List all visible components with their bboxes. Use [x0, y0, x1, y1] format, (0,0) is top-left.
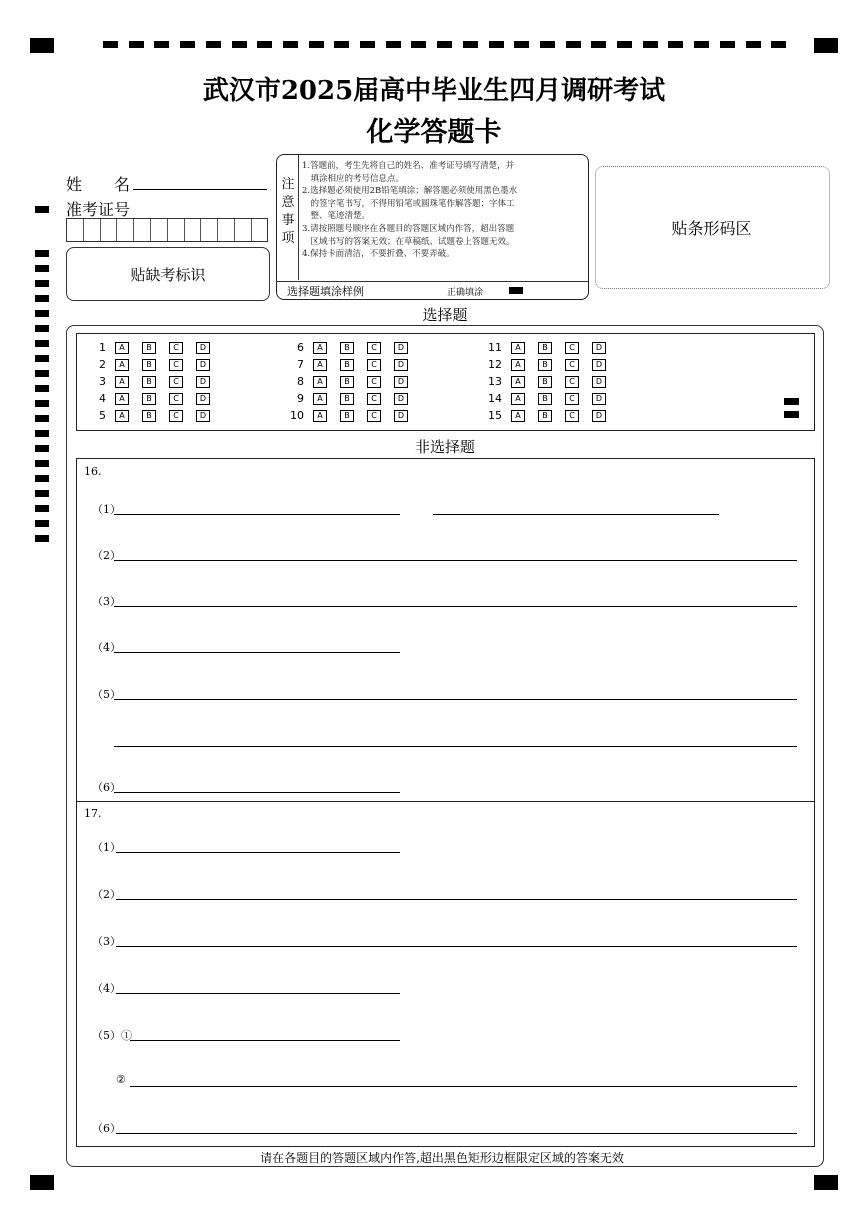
timing-mark [35, 370, 49, 377]
q17-answer-line[interactable] [130, 1040, 400, 1041]
timing-mark [334, 41, 349, 48]
timing-mark [35, 355, 49, 362]
choice-option-bubble[interactable]: B [538, 342, 552, 354]
timing-mark [746, 41, 761, 48]
choice-option-bubble[interactable]: D [394, 359, 408, 371]
choice-mark-1 [784, 398, 799, 405]
choice-option-bubble[interactable]: A [115, 393, 129, 405]
q17-part-label: ② [116, 1073, 126, 1086]
id-digit-cell[interactable] [234, 219, 235, 241]
choice-option-bubble[interactable]: A [511, 359, 525, 371]
timing-mark [180, 41, 195, 48]
barcode-label: 贴条形码区 [671, 219, 752, 238]
timing-mark [360, 41, 375, 48]
q16-answer-line[interactable] [114, 792, 400, 793]
choice-option-bubble[interactable]: D [592, 393, 606, 405]
choice-option-bubble[interactable]: C [565, 376, 579, 388]
timing-mark [489, 41, 504, 48]
timing-mark [720, 41, 735, 48]
timing-mark [35, 400, 49, 407]
choice-question-number: 1 [99, 341, 106, 354]
timing-mark [309, 41, 324, 48]
choice-option-bubble[interactable]: A [115, 410, 129, 422]
name-field[interactable] [133, 189, 267, 190]
choice-option-bubble[interactable]: B [340, 342, 354, 354]
q17-part-label: （4） [92, 982, 121, 995]
choice-question-number: 13 [488, 375, 502, 388]
choice-option-bubble[interactable]: B [340, 359, 354, 371]
q17-answer-line[interactable] [116, 899, 797, 900]
choice-option-bubble[interactable]: D [196, 342, 210, 354]
nonchoice-box [76, 458, 815, 1147]
choice-option-bubble[interactable]: B [142, 359, 156, 371]
choice-option-bubble[interactable]: A [313, 393, 327, 405]
q16-part-label: （6） [92, 781, 121, 794]
q16-part-label: （3） [92, 595, 121, 608]
timing-mark [35, 310, 49, 317]
timing-mark [540, 41, 555, 48]
notice-item: 的签字笔书写，不得用铅笔或圆珠笔作解答题；字体工 [302, 198, 515, 209]
timing-mark [35, 415, 49, 422]
q17-answer-line[interactable] [116, 993, 400, 994]
choice-option-bubble[interactable]: B [340, 410, 354, 422]
q17-part-label: （3） [92, 935, 121, 948]
q16-answer-line[interactable] [114, 746, 797, 747]
corner-mark-bottom-left [30, 1175, 54, 1190]
id-digit-cell[interactable] [251, 219, 252, 241]
choice-option-bubble[interactable]: C [169, 359, 183, 371]
choice-option-bubble[interactable]: C [565, 393, 579, 405]
choice-option-bubble[interactable]: B [340, 393, 354, 405]
choice-option-bubble[interactable]: A [313, 376, 327, 388]
q16-part-label: （2） [92, 549, 121, 562]
choice-option-bubble[interactable]: B [538, 393, 552, 405]
q17-answer-line[interactable] [116, 1133, 797, 1134]
choice-question-number: 3 [99, 375, 106, 388]
choice-option-bubble[interactable]: C [169, 342, 183, 354]
choice-option-bubble[interactable]: C [565, 359, 579, 371]
timing-mark [386, 41, 401, 48]
choice-section-title: 选择题 [422, 306, 468, 324]
timing-mark [35, 206, 49, 213]
choice-option-bubble[interactable]: A [511, 342, 525, 354]
timing-mark [35, 505, 49, 512]
choice-option-bubble[interactable]: A [313, 342, 327, 354]
choice-option-bubble[interactable]: B [142, 342, 156, 354]
timing-mark [591, 41, 606, 48]
timing-mark [257, 41, 272, 48]
choice-option-bubble[interactable]: D [394, 393, 408, 405]
q17-part-label: （5）① [92, 1029, 132, 1042]
id-digit-cell[interactable] [217, 219, 218, 241]
timing-mark [35, 460, 49, 467]
q16-number: 16. [84, 465, 102, 478]
q-divider [76, 801, 814, 802]
timing-mark [35, 340, 49, 347]
q16-answer-line[interactable] [114, 514, 400, 515]
timing-mark [283, 41, 298, 48]
choice-option-bubble[interactable]: D [394, 342, 408, 354]
timing-mark [35, 295, 49, 302]
footer-warning: 请在各题目的答题区域内作答,超出黑色矩形边框限定区域的答案无效 [260, 1151, 624, 1165]
choice-option-bubble[interactable]: B [142, 393, 156, 405]
choice-option-bubble[interactable]: A [511, 410, 525, 422]
choice-option-bubble[interactable]: D [394, 410, 408, 422]
choice-option-bubble[interactable]: C [169, 410, 183, 422]
timing-mark [35, 445, 49, 452]
choice-option-bubble[interactable]: B [142, 376, 156, 388]
choice-option-bubble[interactable]: D [592, 376, 606, 388]
corner-mark-top-left [30, 38, 54, 53]
q17-part-label: （6） [92, 1122, 121, 1135]
sample-divider [276, 281, 588, 282]
notice-item: 区域书写的答案无效；在草稿纸、试题卷上答题无效。 [302, 236, 515, 247]
timing-mark [35, 280, 49, 287]
choice-option-bubble[interactable]: A [313, 410, 327, 422]
timing-mark [35, 535, 49, 542]
name-label: 姓 名 [66, 175, 131, 194]
id-digit-cell[interactable] [150, 219, 151, 241]
timing-mark [617, 41, 632, 48]
notice-item: 4.保持卡面清洁，不要折叠、不要弄破。 [302, 249, 455, 260]
choice-option-bubble[interactable]: A [115, 376, 129, 388]
notice-label: 注 意 事 项 [281, 177, 295, 246]
notice-divider [298, 154, 299, 280]
notice-item: 填涂相应的考号信息点。 [302, 173, 405, 184]
id-digit-cell[interactable] [167, 219, 168, 241]
q16-answer-line[interactable] [433, 514, 719, 515]
timing-mark [35, 250, 49, 257]
id-digit-cell[interactable] [83, 219, 84, 241]
q17-part-label: （1） [92, 841, 121, 854]
id-digit-cell[interactable] [116, 219, 117, 241]
nonchoice-section-title: 非选择题 [414, 438, 475, 456]
choice-option-bubble[interactable]: D [394, 376, 408, 388]
corner-mark-bottom-right [814, 1175, 838, 1190]
choice-option-bubble[interactable]: C [367, 410, 381, 422]
q17-part-label: （2） [92, 888, 121, 901]
choice-question-number: 8 [297, 375, 304, 388]
choice-option-bubble[interactable]: A [511, 376, 525, 388]
timing-mark [643, 41, 658, 48]
choice-mark-2 [784, 411, 799, 418]
notice-item: 2.选择题必须使用2B铅笔填涂；解答题必须使用黑色墨水 [302, 186, 518, 197]
id-label: 准考证号 [66, 200, 131, 219]
q17-number: 17. [84, 807, 102, 820]
choice-question-number: 4 [99, 392, 106, 405]
q16-answer-line[interactable] [114, 560, 797, 561]
timing-mark [771, 41, 786, 48]
q16-part-label: （5） [92, 688, 121, 701]
exam-title: 武汉市2025届高中毕业生四月调研考试 [202, 76, 666, 106]
choice-option-bubble[interactable]: A [313, 359, 327, 371]
choice-option-bubble[interactable]: D [592, 359, 606, 371]
choice-option-bubble[interactable]: D [196, 410, 210, 422]
choice-option-bubble[interactable]: D [196, 393, 210, 405]
notice-item: 1.答题前，考生先将自己的姓名、准考证号填写清楚，并 [302, 161, 515, 171]
choice-question-number: 10 [290, 409, 304, 422]
choice-option-bubble[interactable]: A [115, 359, 129, 371]
choice-question-number: 9 [297, 392, 304, 405]
timing-mark [35, 265, 49, 272]
q16-part-label: （4） [92, 641, 121, 654]
q17-answer-line[interactable] [116, 852, 400, 853]
choice-option-bubble[interactable]: B [538, 410, 552, 422]
timing-mark [129, 41, 144, 48]
correct-fill-sample [509, 287, 523, 294]
choice-question-number: 14 [488, 392, 502, 405]
timing-mark [35, 520, 49, 527]
q17-answer-line[interactable] [130, 1086, 797, 1087]
q16-part-label: （1） [92, 503, 121, 516]
timing-mark [566, 41, 581, 48]
choice-option-bubble[interactable]: C [367, 393, 381, 405]
correct-fill-label: 正确填涂 [447, 288, 484, 298]
choice-option-bubble[interactable]: C [169, 393, 183, 405]
timing-mark [694, 41, 709, 48]
absent-sticker-label: 贴缺考标识 [130, 266, 206, 284]
choice-option-bubble[interactable]: B [538, 359, 552, 371]
id-digit-cell[interactable] [100, 219, 101, 241]
timing-mark [514, 41, 529, 48]
choice-question-number: 2 [99, 358, 106, 371]
choice-option-bubble[interactable]: C [169, 376, 183, 388]
choice-option-bubble[interactable]: D [196, 376, 210, 388]
id-digit-cell[interactable] [133, 219, 134, 241]
id-digit-cell[interactable] [200, 219, 201, 241]
notice-item: 整、笔迹清楚。 [302, 211, 371, 222]
timing-mark [35, 490, 49, 497]
choice-option-bubble[interactable]: B [142, 410, 156, 422]
timing-mark [154, 41, 169, 48]
choice-option-bubble[interactable]: D [592, 342, 606, 354]
timing-mark [463, 41, 478, 48]
q16-answer-line[interactable] [114, 652, 400, 653]
choice-option-bubble[interactable]: C [367, 376, 381, 388]
choice-option-bubble[interactable]: B [340, 376, 354, 388]
timing-mark [35, 385, 49, 392]
q16-answer-line[interactable] [114, 699, 797, 700]
choice-option-bubble[interactable]: D [592, 410, 606, 422]
q17-answer-line[interactable] [116, 946, 797, 947]
choice-option-bubble[interactable]: C [565, 342, 579, 354]
id-digit-cell[interactable] [184, 219, 185, 241]
choice-question-number: 12 [488, 358, 502, 371]
timing-mark [668, 41, 683, 48]
timing-mark [411, 41, 426, 48]
choice-option-bubble[interactable]: C [565, 410, 579, 422]
timing-mark [35, 475, 49, 482]
choice-question-number: 11 [488, 341, 502, 354]
choice-option-bubble[interactable]: A [115, 342, 129, 354]
q16-answer-line[interactable] [114, 606, 797, 607]
choice-question-number: 15 [488, 409, 502, 422]
corner-mark-top-right [814, 38, 838, 53]
choice-box [76, 333, 815, 431]
choice-question-number: 6 [297, 341, 304, 354]
timing-mark [232, 41, 247, 48]
timing-mark [437, 41, 452, 48]
timing-mark [103, 41, 118, 48]
timing-mark [35, 325, 49, 332]
timing-mark [35, 430, 49, 437]
card-subtitle: 化学答题卡 [366, 117, 502, 148]
choice-question-number: 7 [297, 358, 304, 371]
choice-option-bubble[interactable]: D [196, 359, 210, 371]
notice-item: 3.请按照题号顺序在各题目的答题区域内作答，超出答题 [302, 224, 515, 234]
choice-option-bubble[interactable]: A [511, 393, 525, 405]
choice-option-bubble[interactable]: C [367, 359, 381, 371]
timing-mark [206, 41, 221, 48]
choice-option-bubble[interactable]: C [367, 342, 381, 354]
sample-label: 选择题填涂样例 [287, 285, 364, 298]
choice-option-bubble[interactable]: B [538, 376, 552, 388]
choice-question-number: 5 [99, 409, 106, 422]
